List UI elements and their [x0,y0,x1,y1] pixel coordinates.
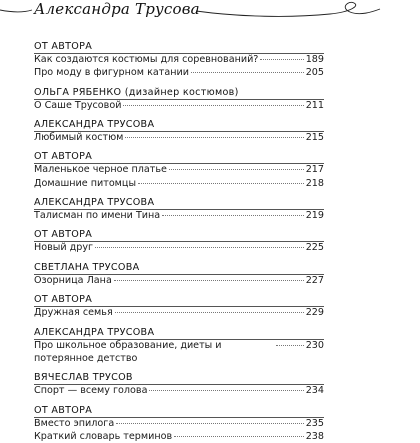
page-number: 215 [305,131,324,143]
dot-leader [138,183,304,184]
toc-entry[interactable] [34,163,324,176]
entry-title: Дружная семья [34,307,113,319]
dot-leader [162,215,303,216]
dot-leader [169,169,304,170]
toc-entry[interactable] [34,384,324,397]
page-number: 234 [305,385,324,397]
entry-title: Любимый костюм [34,131,124,143]
table-of-contents [34,40,324,443]
toc-entry[interactable] [34,306,324,319]
dot-leader [276,345,304,346]
dot-leader [116,423,303,424]
page-number: 217 [305,164,324,176]
entry-title: Новый друг [34,242,94,254]
dot-leader [115,312,304,313]
page-number: 230 [305,339,324,351]
toc-section [34,150,324,189]
section-heading: АЛЕКСАНДРА ТРУСОВА [34,326,324,339]
toc-section [34,228,324,254]
entry-title: Озорница Лана [34,274,112,286]
entry-title: Вместо эпилога [34,417,115,429]
dot-leader [125,137,303,138]
page-number: 227 [305,274,324,286]
section-heading: ВЯЧЕСЛАВ ТРУСОВ [34,371,324,384]
toc-entry[interactable] [34,66,324,79]
page-number: 229 [305,307,324,319]
page-number: 218 [305,177,324,189]
entry-title: Маленькое черное платье [34,164,167,176]
entry-title: Талисман по имени Тина [34,209,161,221]
toc-section [34,118,324,144]
dot-leader [149,390,303,391]
page-number: 225 [305,242,324,254]
page-number: 189 [305,54,324,65]
toc-entry[interactable] [34,53,324,66]
section-heading: ОТ АВТОРА [34,40,324,53]
dot-leader [260,59,303,60]
toc-section [34,404,324,443]
dot-leader [123,105,303,106]
section-heading: АЛЕКСАНДРА ТРУСОВА [34,118,324,131]
page-header [0,0,420,26]
toc-section [34,40,324,79]
section-heading: СВЕТЛАНА ТРУСОВА [34,261,324,274]
entry-title: Спорт — всему голова [34,385,148,397]
author-signature: Александра Трусова [34,0,200,18]
toc-entry[interactable] [34,177,324,190]
toc-section [34,326,324,365]
toc-entry[interactable] [34,430,324,443]
section-heading: ОТ АВТОРА [34,150,324,163]
toc-entry[interactable] [34,99,324,112]
entry-title: Как создаются костюмы для соревнований? [34,54,259,65]
dot-leader [174,436,304,437]
dot-leader [95,247,304,248]
entry-title: О Саше Трусовой [34,99,122,111]
toc-entry[interactable] [34,274,324,287]
dot-leader [191,72,304,73]
section-heading: ОТ АВТОРА [34,228,324,241]
section-heading: ОТ АВТОРА [34,293,324,306]
toc-entry[interactable] [34,417,324,430]
page-number: 211 [305,99,324,111]
toc-entry[interactable] [34,339,324,365]
toc-section [34,371,324,397]
page-number: 238 [305,430,324,442]
entry-title: Краткий словарь терминов [34,430,173,442]
toc-entry[interactable] [34,209,324,222]
toc-section [34,196,324,222]
section-heading: ОТ АВТОРА [34,404,324,417]
section-heading: АЛЕКСАНДРА ТРУСОВА [34,196,324,209]
entry-title: Про школьное образование, диеты и потерянное детство [34,339,222,364]
toc-entry[interactable] [34,131,324,144]
page-number: 235 [305,417,324,429]
page-number: 219 [305,209,324,221]
section-heading: ОЛЬГА РЯБЕНКО (дизайнер костюмов) [34,86,324,99]
dot-leader [114,280,304,281]
toc-section [34,261,324,287]
entry-title: Про моду в фигурном катании [34,67,189,79]
entry-title: Домашние питомцы [34,177,137,189]
page-number: 205 [305,67,324,79]
toc-entry[interactable] [34,241,324,254]
toc-section [34,293,324,319]
toc-section [34,86,324,112]
